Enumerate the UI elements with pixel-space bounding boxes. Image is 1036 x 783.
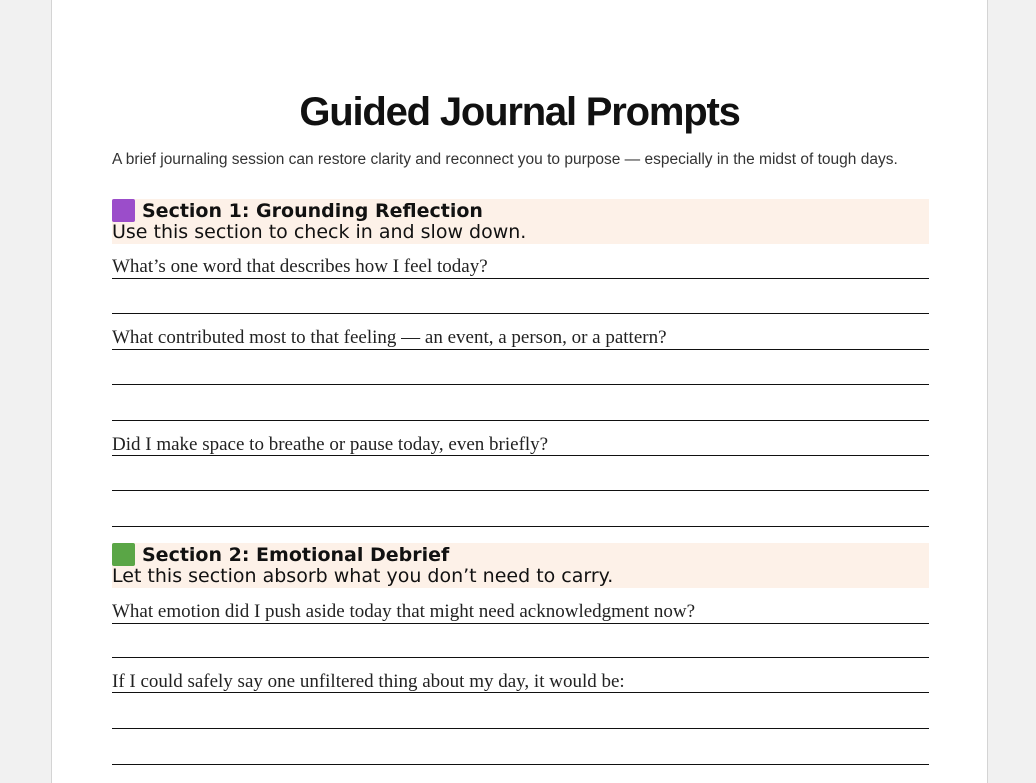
prompt-underline — [112, 278, 929, 279]
journal-page — [51, 0, 988, 783]
page-title: Guided Journal Prompts — [299, 90, 740, 134]
answer-line[interactable] — [112, 420, 929, 421]
section-subtitle-2: Let this section absorb what you don’t need to carry. — [112, 565, 614, 587]
section-header-1 — [112, 199, 929, 244]
prompt-1-1: What’s one word that describes how I feel today? — [112, 256, 488, 277]
answer-line[interactable] — [112, 526, 929, 527]
section-title-1 — [112, 199, 483, 222]
section-title-text-1: Section 1: Grounding Reflection — [142, 199, 483, 222]
section-title-text-2: Section 2: Emotional Debrief — [142, 543, 450, 566]
prompt-underline — [112, 455, 929, 456]
answer-line[interactable] — [112, 490, 929, 491]
answer-line[interactable] — [112, 728, 929, 729]
prompt-1-2: What contributed most to that feeling — an event, a person, or a pattern? — [112, 327, 667, 348]
answer-line[interactable] — [112, 384, 929, 385]
section-header-2 — [112, 543, 929, 588]
purple-square-icon — [112, 199, 135, 222]
answer-line[interactable] — [112, 657, 929, 658]
green-square-icon — [112, 543, 135, 566]
prompt-2-1: What emotion did I push aside today that might need acknowledgment now? — [112, 601, 696, 622]
prompt-underline — [112, 692, 929, 693]
prompt-underline — [112, 623, 929, 624]
intro-text: A brief journaling session can restore clarity and reconnect you to purpose — especially in the midst of tough days. — [112, 151, 898, 168]
section-subtitle-1: Use this section to check in and slow down. — [112, 221, 527, 243]
prompt-1-3: Did I make space to breathe or pause today, even briefly? — [112, 434, 549, 455]
answer-line[interactable] — [112, 764, 929, 765]
prompt-2-2: If I could safely say one unfiltered thing about my day, it would be: — [112, 671, 625, 692]
answer-line[interactable] — [112, 313, 929, 314]
section-title-2 — [112, 543, 449, 566]
prompt-underline — [112, 349, 929, 350]
